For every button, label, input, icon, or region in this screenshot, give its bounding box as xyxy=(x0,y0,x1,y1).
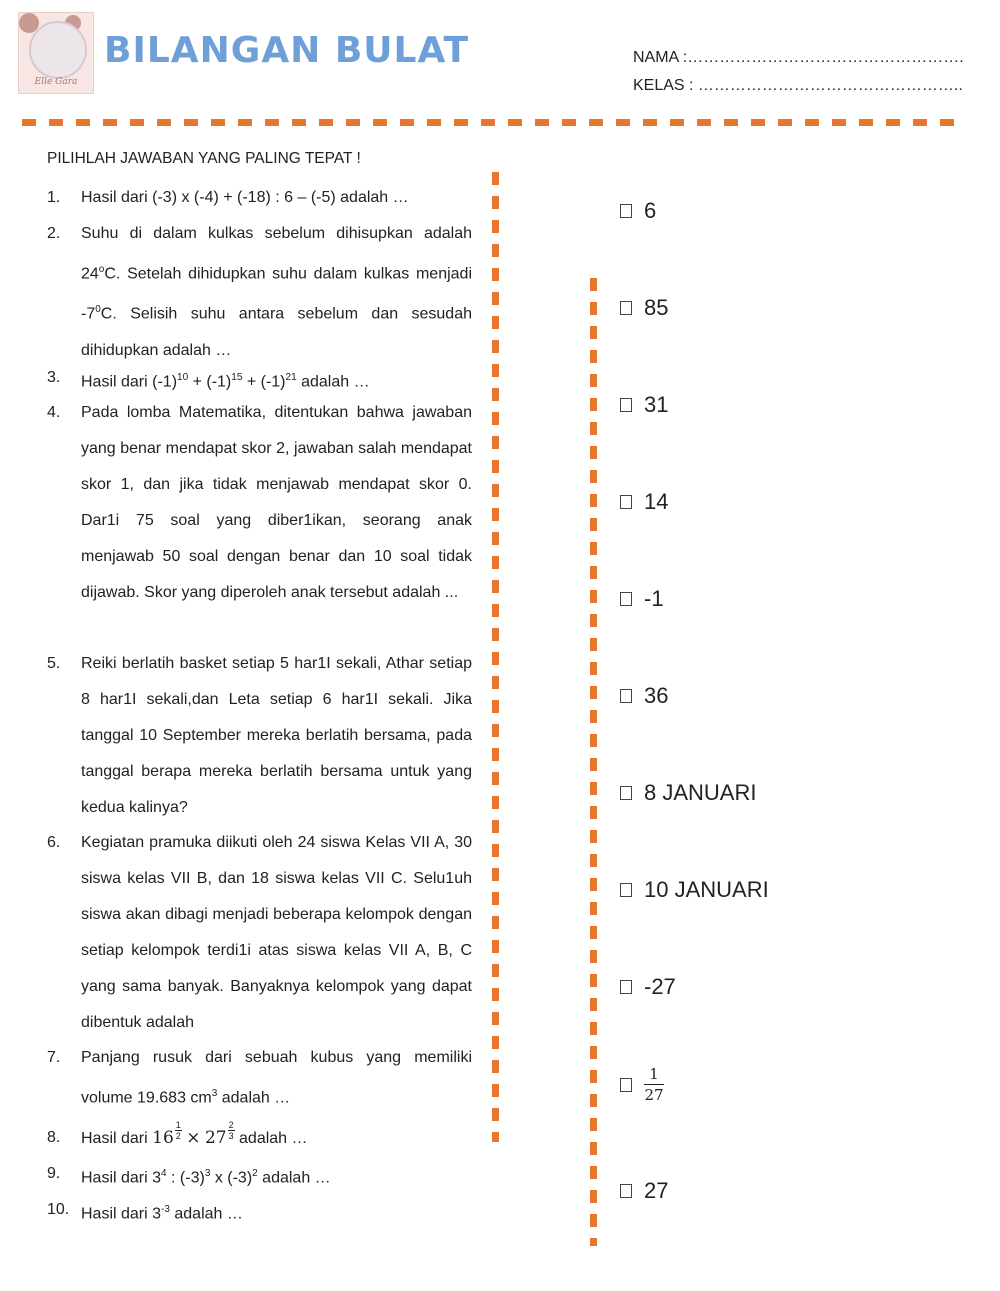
option-label: -27 xyxy=(644,974,676,999)
question-divider xyxy=(492,172,499,1142)
question-1 xyxy=(47,180,472,216)
question-text: Hasil dari $(-1)^{10} + (-1)^{15} + (-1)^{21}$ adalah … xyxy=(81,372,370,391)
question-number: 4. xyxy=(47,404,61,421)
instruction: PILIHLAH JAWABAN YANG PALING TEPAT ! xyxy=(47,150,361,167)
logo-emblem xyxy=(29,21,87,79)
checkbox-icon[interactable] xyxy=(620,689,632,703)
question-number: 2. xyxy=(47,225,61,242)
question-5 xyxy=(47,646,472,826)
header-divider xyxy=(22,119,962,126)
checkbox-icon[interactable] xyxy=(620,301,632,315)
question-8 xyxy=(47,1120,472,1157)
checkbox-icon[interactable] xyxy=(620,495,632,509)
question-number: 1. xyxy=(47,189,61,206)
option-label: 85 xyxy=(644,295,669,320)
checkbox-icon[interactable] xyxy=(620,786,632,800)
question-2 xyxy=(47,216,472,369)
question-text: Hasil dari (-3) x (-4) + (-18) : 6 – (-5) adalah … xyxy=(81,189,409,206)
option-label: 10 JANUARI xyxy=(644,877,769,902)
logo-text: Elle Gara xyxy=(34,77,78,87)
question-7 xyxy=(47,1040,472,1116)
option-label: 6 xyxy=(644,198,657,223)
option-divider xyxy=(590,278,597,1246)
question-text: Kegiatan pramuka diikuti oleh 24 siswa Kelas VII A, 30 siswa kelas VII B, dan 18 siswa kelas VII C. Selu1uh siswa akan dibagi menjadi beberapa kelompok dengan setiap kelompok terdi1i atas siswa kelas VII A, B, C yang sama banyak. Banyaknya kelompok yang dapat dibentuk adalah xyxy=(81,834,472,1031)
question-text: Hasil dari $3^4$ : $(-3)^3$ x $(-3)^2$ adalah … xyxy=(81,1168,331,1187)
checkbox-icon[interactable] xyxy=(620,398,632,412)
question-number: 7. xyxy=(47,1049,61,1066)
question-9 xyxy=(47,1156,472,1196)
answer-option[interactable] xyxy=(620,489,668,515)
question-text: Reiki berlatih basket setiap 5 har1I sekali, Athar setiap 8 har1I sekali,dan Leta setiap 6 har1I sekali. Jika tanggal 10 September mereka berlatih bersama, pada tanggal berapa mereka berlatih bersama untuk yang kedua kalinya? xyxy=(81,655,472,816)
answer-option[interactable] xyxy=(620,198,656,224)
answer-option[interactable] xyxy=(620,295,668,321)
answer-option[interactable] xyxy=(620,586,664,612)
answer-option[interactable] xyxy=(620,1178,668,1204)
answer-option[interactable] xyxy=(620,974,676,1000)
question-number: 5. xyxy=(47,655,61,672)
option-label: -1 xyxy=(644,586,664,611)
answer-option[interactable] xyxy=(620,1066,664,1103)
question-10 xyxy=(47,1192,472,1232)
checkbox-icon[interactable] xyxy=(620,1184,632,1198)
nama-field[interactable]: NAMA :……………………………………………. xyxy=(633,49,964,66)
question-text: Hasil dari 16 $\frac{1}{2}$ × 27 $\frac{2}{3}$ adalah … xyxy=(81,1120,308,1148)
option-label: 8 JANUARI xyxy=(644,780,757,805)
question-text: Pada lomba Matematika, ditentukan bahwa jawaban yang benar mendapat skor 2, jawaban salah mendapat skor 1, dan jika tidak menjawab mendapat skor 0. Dar1i 75 soal yang diber1ikan, seorang anak menjawab 50 soal dengan benar dan 10 soal tidak dijawab. Skor yang diperoleh anak tersebut adalah ... xyxy=(81,404,472,601)
answer-option[interactable] xyxy=(620,877,769,903)
question-number: 3. xyxy=(47,369,61,386)
checkbox-icon[interactable] xyxy=(620,204,632,218)
page-title: BILANGAN BULAT xyxy=(104,30,470,71)
option-label: 31 xyxy=(644,392,669,417)
question-number: 10. xyxy=(47,1201,70,1218)
checkbox-icon[interactable] xyxy=(620,980,632,994)
option-label: 36 xyxy=(644,683,669,708)
question-number: 6. xyxy=(47,834,61,851)
answer-option[interactable] xyxy=(620,683,668,709)
question-number: 8. xyxy=(47,1129,61,1146)
question-6 xyxy=(47,825,472,1041)
option-label: 27 xyxy=(644,1178,669,1203)
question-4 xyxy=(47,395,472,611)
logo xyxy=(18,12,94,94)
checkbox-icon[interactable] xyxy=(620,1078,632,1092)
question-text: Hasil dari $3^{-3}$ adalah … xyxy=(81,1204,243,1223)
kelas-field[interactable]: KELAS : ………………………………………….. xyxy=(633,77,963,94)
answer-option[interactable] xyxy=(620,392,668,418)
checkbox-icon[interactable] xyxy=(620,592,632,606)
checkbox-icon[interactable] xyxy=(620,883,632,897)
option-fraction: $\frac{1}{27}$ xyxy=(644,1065,664,1104)
answer-option[interactable] xyxy=(620,780,756,806)
option-label: 14 xyxy=(644,489,669,514)
question-number: 9. xyxy=(47,1165,61,1182)
question-text: Suhu di dalam kulkas sebelum dihisupkan adalah 24$^o$C. Setelah dihidupkan suhu dalam kulkas menjadi $-7^0C$. Selisih suhu antara sebelum dan sesudah dihidupkan adalah … xyxy=(81,225,472,359)
question-text: Panjang rusuk dari sebuah kubus yang memiliki volume 19.683 $cm^3$ adalah … xyxy=(81,1049,472,1107)
